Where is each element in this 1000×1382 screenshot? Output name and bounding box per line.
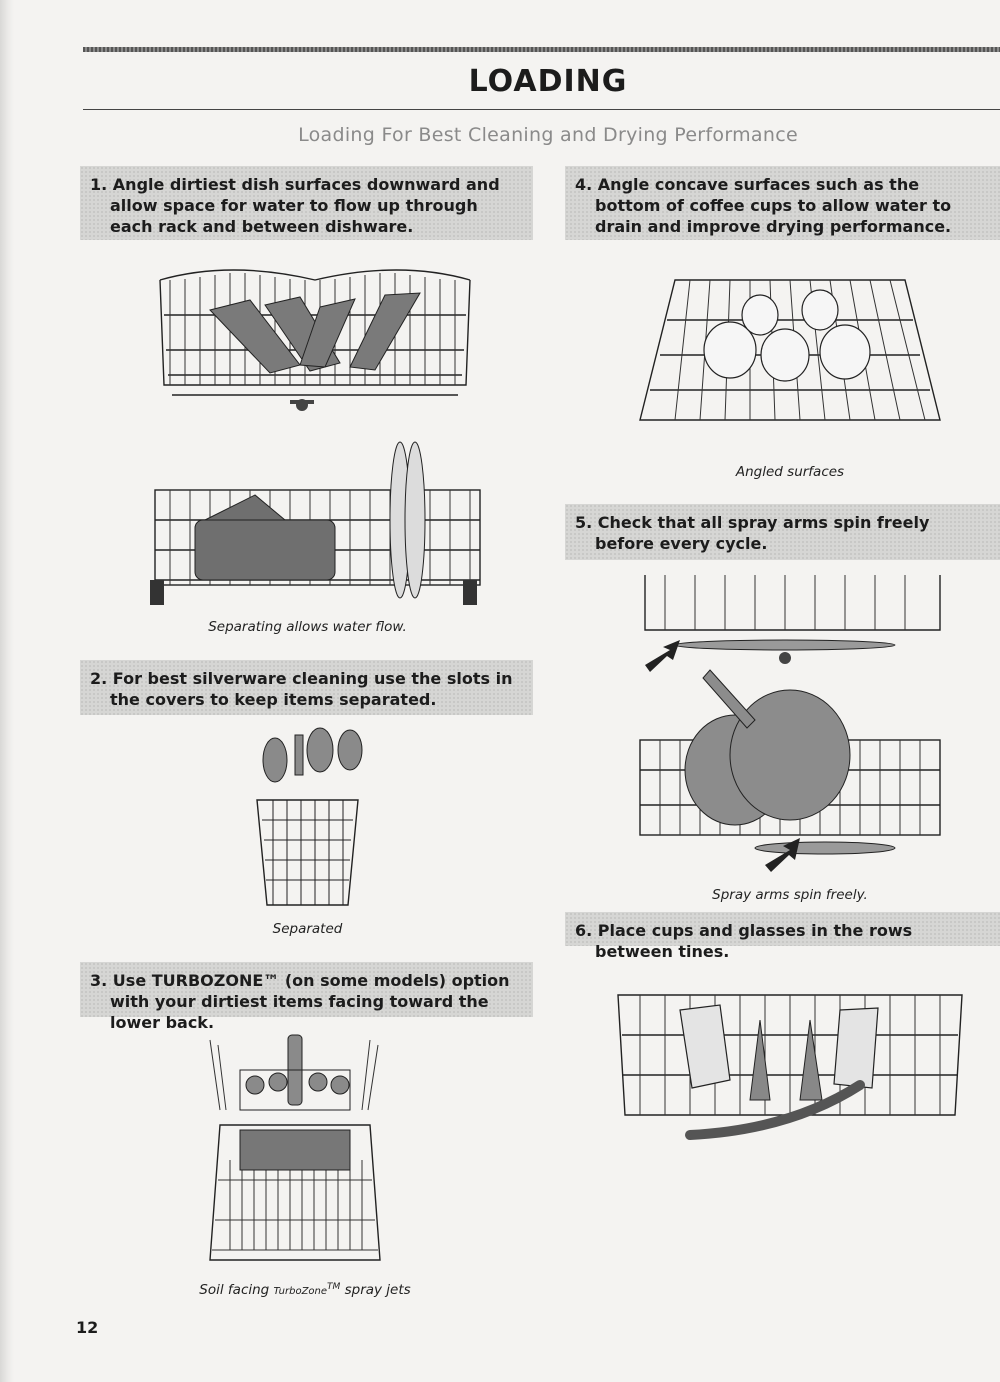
turbozone-illustration [200, 1030, 390, 1270]
step-3-box [80, 962, 533, 1032]
caption-spray-arms: Spray arms spin freely. [712, 887, 868, 903]
step-4-box [565, 166, 1000, 240]
caption-angled: Angled surfaces [735, 464, 845, 480]
title-rule [83, 109, 1000, 110]
step-1-box [80, 166, 533, 240]
top-rule [83, 47, 1000, 52]
caption-turbozone-word: TurboZone [273, 1286, 328, 1297]
step-6-text: Place cups and glasses in the rows between tines. [595, 921, 913, 961]
lower-rack-illustration [145, 440, 485, 615]
upper-rack-illustration [150, 255, 480, 425]
step-4-number: 4. [575, 175, 593, 194]
page-title: LOADING [468, 64, 628, 99]
caption-separating: Separating allows water flow. [208, 619, 407, 635]
caption-separated: Separated [272, 921, 343, 937]
page-edge [0, 0, 14, 1382]
caption-turbozone-suffix: spray jets [344, 1282, 411, 1298]
step-5-number: 5. [575, 513, 593, 532]
step-4-text: Angle concave surfaces such as the bottom of coffee cups to allow water to drain and improve drying performance. [595, 175, 952, 236]
step-3-text: Use TURBOZONE™ (on some models) option with your dirtiest items facing toward the lower back. [110, 971, 510, 1032]
page-number: 12 [76, 1318, 99, 1337]
step-6-number: 6. [575, 921, 593, 940]
cups-glasses-illustration [610, 980, 970, 1150]
step-5-box [565, 504, 1000, 560]
step-2-box [80, 660, 533, 715]
step-2-text: For best silverware cleaning use the slots in the covers to keep items separated. [110, 669, 513, 709]
step-5-text: Check that all spray arms spin freely before every cycle. [595, 513, 930, 553]
step-2-number: 2. [90, 669, 108, 688]
caption-turbozone [160, 1282, 450, 1298]
angled-cups-illustration [635, 260, 945, 440]
caption-turbozone-prefix: Soil facing [199, 1282, 270, 1298]
caption-turbozone-tm: TM [327, 1282, 341, 1292]
step-1-text: Angle dirtiest dish surfaces downward and allow space for water to flow up through each rack and between dishware. [110, 175, 500, 236]
step-3-number: 3. [90, 971, 108, 990]
spray-arms-illustration [635, 570, 955, 880]
step-6-box [565, 912, 1000, 961]
step-1-number: 1. [90, 175, 108, 194]
section-subtitle: Loading For Best Cleaning and Drying Performance [298, 124, 798, 146]
silverware-basket-illustration [245, 725, 370, 910]
